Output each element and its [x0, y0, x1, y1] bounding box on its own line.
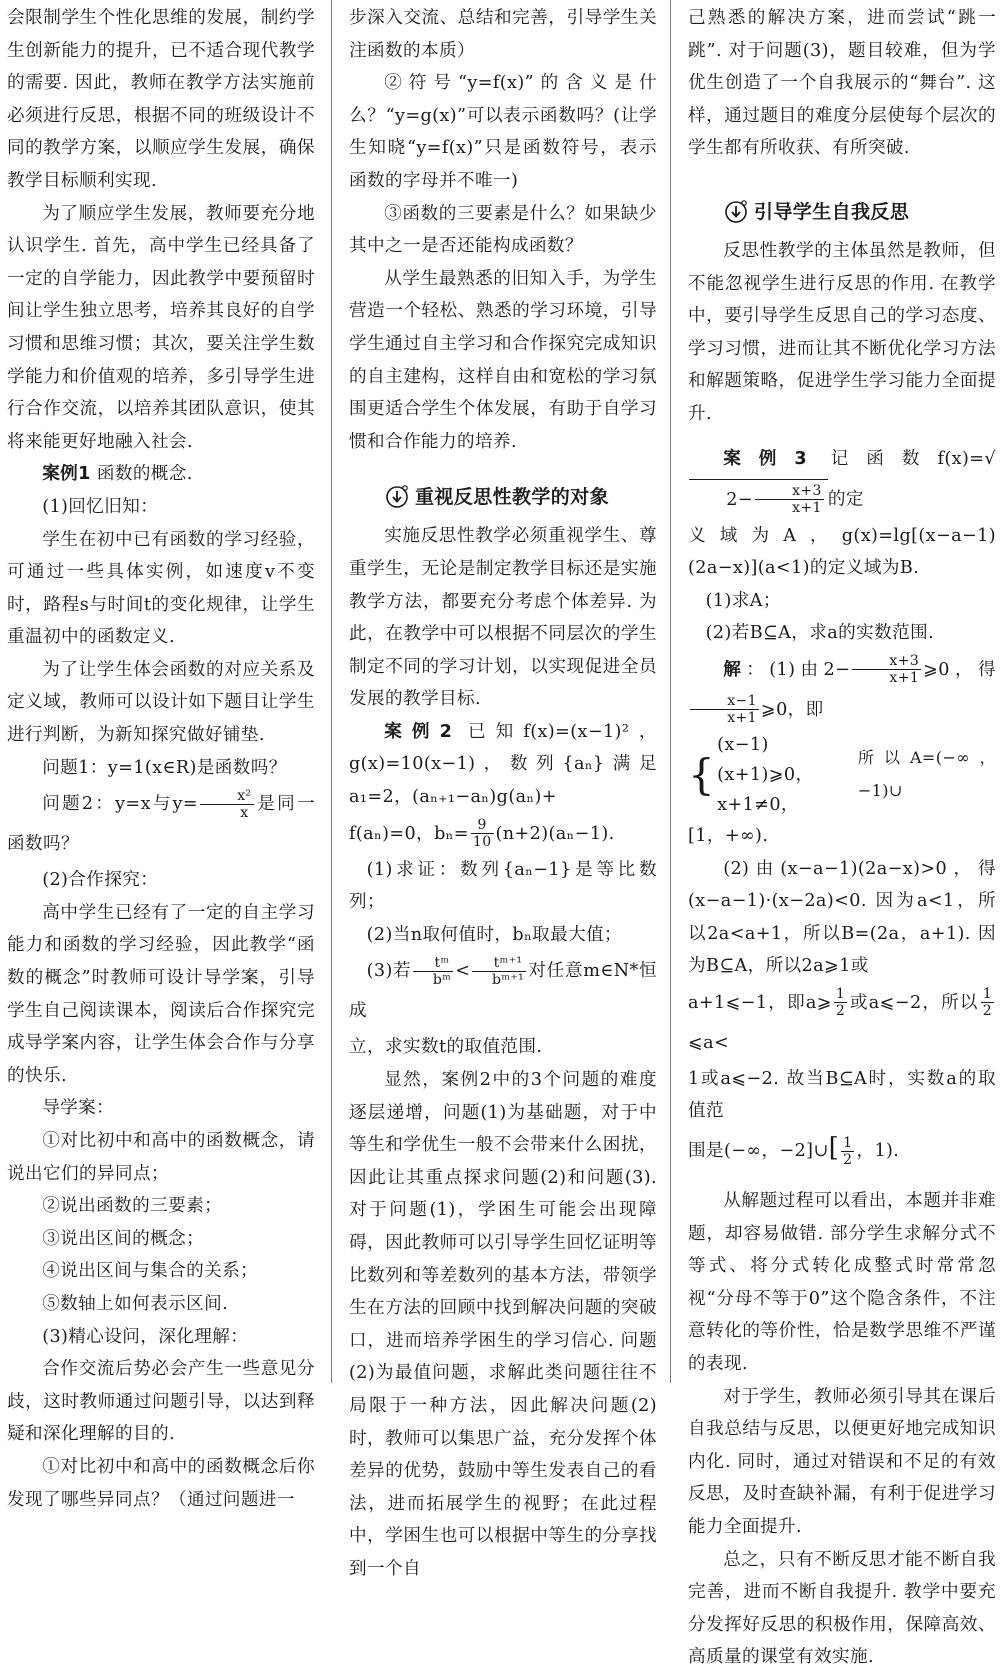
column-1	[7, 2, 315, 1516]
subheading: (2)合作探究：	[42, 870, 159, 891]
question-2	[7, 784, 315, 864]
case-2-formula	[349, 814, 657, 854]
numerator: x²	[200, 788, 254, 805]
fraction	[690, 693, 759, 726]
solution-label: 解	[723, 659, 747, 680]
denominator: x+1	[889, 670, 920, 687]
solution-line: [1，+∞).	[688, 825, 769, 846]
fraction	[413, 955, 453, 988]
case-label: 案例2	[384, 721, 453, 742]
denominator: bᵐ	[432, 971, 452, 988]
numerator: x+3	[755, 483, 824, 500]
down-arrow-circle-icon	[724, 200, 748, 224]
numerator: 1	[982, 986, 992, 1003]
numerator: x−1	[690, 693, 759, 710]
paragraph: 合作交流后势必会产生一些意见分歧，这时教师通过问题引导，以达到释疑和深化理解的目的.	[7, 1359, 315, 1445]
system-line: (x−1)(x+1)⩾0，	[717, 734, 814, 785]
question-1: 问题1：y=1(x∈R)是函数吗？	[42, 757, 287, 778]
case-3-text: 义域为A，g(x)=lg[(x−a−1)(2a−x)](a<1)的定义域为B.	[688, 525, 996, 579]
case-label: 案例1	[42, 464, 91, 485]
column-3	[688, 2, 996, 1674]
numerator: tᵐ⁺¹	[472, 955, 526, 972]
sqrt-body	[689, 479, 828, 520]
question	[349, 951, 657, 1031]
sqrt-text: 2−	[726, 489, 753, 510]
fraction	[471, 817, 494, 850]
fraction	[834, 986, 847, 1019]
subheading: (1)回忆旧知：	[42, 496, 159, 517]
denominator: x+1	[727, 710, 757, 727]
fraction	[755, 483, 824, 516]
column-divider	[670, 0, 671, 1383]
solution-line	[688, 1128, 996, 1171]
question-end: 立，求实数t的取值范围.	[349, 1037, 543, 1058]
paragraph: ③函数的三要素是什么？如果缺少其中之一是否还能构成函数？	[349, 203, 657, 257]
solution-line	[688, 650, 996, 730]
subheading: (3)精心设问，深化理解：	[42, 1326, 249, 1347]
paragraph: ①对比初中和高中的函数概念后你发现了哪些异同点？（通过问题进一	[7, 1456, 315, 1510]
question: (2)若B⊆A，求a的实数范围.	[705, 623, 935, 644]
question-text: (3)若	[366, 961, 412, 982]
left-brace: {	[688, 749, 716, 799]
case-text: 已知f(x)=(x−1)²，g(x)=10(x−1)，数列{aₙ}满足a₁=2，(aₙ₊₁−aₙ)g(aₙ)+	[349, 721, 657, 808]
fraction	[981, 986, 994, 1019]
denominator: 10	[472, 834, 492, 851]
solution-text: ：(1)由2−	[746, 659, 851, 680]
question: (2)当n取何值时，bₙ取最大值；	[366, 924, 623, 945]
list-item: ③说出区间的概念；	[42, 1228, 205, 1249]
solution-text: ⩾0，即	[760, 699, 824, 720]
paragraph: 从学生最熟悉的旧知入手，为学生营造一个轻松、熟悉的学习环境，引导学生通过自主学习和合作探究完成知识的自主建构，这样自由和宽松的学习氛围更适合学生个体发展，有助于自学习惯和合作能力的培养.	[349, 268, 657, 452]
question: (1)求证：数列{aₙ−1}是等比数列；	[349, 859, 657, 913]
bracket: [	[828, 1133, 840, 1164]
list-item: ①对比初中和高中的函数概念，请说出它们的异同点；	[7, 1131, 315, 1184]
section-heading	[385, 480, 657, 514]
numerator: 1	[843, 1134, 853, 1151]
solution-text: 或a⩽−2，所以	[849, 992, 979, 1013]
case-heading	[7, 458, 315, 491]
paragraph: 从解题过程可以看出，本题并非难题，却容易做错. 部分学生求解分式不等式、将分式转化成整式时常常忽视“分母不等于0”这个隐含条件，不注意转化的等价性，恰是数学思维不严谨的表现.	[688, 1191, 996, 1375]
column-divider	[331, 0, 332, 1383]
paragraph: 为了让学生体会函数的对应关系及定义域，教师可以设计如下题目让学生进行判断，为新知探究做好铺垫.	[7, 659, 315, 746]
solution-line	[688, 983, 996, 1063]
case-label: 案例3	[723, 448, 808, 469]
solution-text: ⩽a<	[688, 1032, 730, 1053]
case-text: 记函数f(x)=	[830, 448, 985, 469]
formula-text: f(aₙ)=0，bₙ=	[349, 823, 469, 844]
paragraph: 反思性教学的主体虽然是教师，但不能忽视学生进行反思的作用. 在教学中，要引导学生反思自己的学习态度、学习习惯，进而让其不断优化学习方法和解题策略，促进学生学习能力全面提升.	[688, 240, 996, 424]
system-lines	[717, 730, 850, 820]
section-title: 引导学生自我反思	[754, 200, 910, 223]
section-title: 重视反思性教学的对象	[415, 486, 610, 509]
question-text: 对任意m∈N*恒成	[349, 961, 657, 1022]
question: (1)求A；	[705, 590, 781, 611]
numerator: tᵐ	[413, 955, 453, 972]
denominator: 2	[843, 1151, 853, 1168]
paragraph: 学生在初中已有函数的学习经验，可通过一些具体实例，如速度v不变时，路程s与时间t的变化规律，让学生重温初中的函数定义.	[7, 529, 315, 648]
denominator: x	[240, 804, 249, 821]
denominator: 2	[835, 1003, 846, 1020]
solution-text: a+1⩽−1，即a⩾	[688, 992, 832, 1013]
fraction	[200, 788, 254, 821]
equation-system	[688, 730, 996, 820]
denominator: bᵐ⁺¹	[491, 971, 525, 988]
solution-text: 围是(−∞，−2]∪	[688, 1141, 829, 1162]
fraction	[472, 955, 526, 988]
paragraph: 显然，案例2中的3个问题的难度逐层递增，问题(1)为基础题，对于中等生和学优生一般不会带来什么困扰，因此让其重点探求问题(2)和问题(3). 对于问题(1)，学困生可能会出现障碍，因此教师可以引导学生回忆证明等比数列和等差数列的基本方法，带领学生在方法的回顾中找到解决问题的突破口，进而培养学困生的学习信心. 问题(2)为最值问题，求解此类问题往往不局限于一种方法，因此解决问题(2)时，教师可以集思广益，充分发挥个体差异的优势，鼓励中等生发表自己的看法，进而拓展学生的视野；在此过程中，学困生也可以根据中等生的分享找到一个自	[349, 1070, 657, 1579]
down-arrow-circle-icon	[385, 485, 409, 509]
paragraph: ②符号“y=f(x)”的含义是什么？“y=g(x)”可以表示函数吗？(让学生知晓“y=f(x)”只是函数符号，表示函数的字母并不唯一)	[349, 73, 657, 191]
solution-text: ，1).	[856, 1141, 900, 1162]
numerator: x+3	[852, 653, 921, 670]
list-item: ②说出函数的三要素；	[42, 1196, 223, 1217]
paragraph: 高中学生已经有了一定的自主学习能力和函数的学习经验，因此教学“函数的概念”时教师可设计导学案，引导学生自己阅读课本，阅读后合作探究完成导学案内容，让学生体会合作与分享的快乐.	[7, 902, 315, 1086]
question-text: 问题2：y=x与y=	[42, 794, 199, 815]
sqrt-sign: √	[984, 448, 996, 469]
system-line: x+1≠0，	[717, 794, 799, 815]
case-text: 的定	[827, 489, 864, 510]
paragraph: 己熟悉的解决方案，进而尝试“跳一跳”. 对于问题(3)，题目较难，但为学优生创造了一个自我展示的“舞台”. 这样，通过题目的难度分层使每个层次的学生都有所收获、有所突破.	[688, 8, 996, 159]
case-3-statement	[688, 439, 996, 520]
numerator: 9	[471, 817, 494, 834]
list-item: ⑤数轴上如何表示区间.	[42, 1293, 229, 1314]
fraction	[852, 653, 921, 686]
paragraph: 对于学生，教师必须引导其在课后自我总结与反思，以便更好地完成知识内化. 同时，通过对错误和不足的有效反思，及时查缺补漏，有利于促进学习能力全面提升.	[688, 1386, 996, 1537]
numerator: 1	[835, 986, 846, 1003]
paragraph: 步深入交流、总结和完善，引导学生关注函数的本质）	[349, 8, 657, 61]
list-item: ④说出区间与集合的关系；	[42, 1261, 259, 1282]
operator: <	[455, 961, 471, 982]
fraction	[841, 1135, 854, 1168]
case-title: 函数的概念.	[96, 464, 193, 485]
case-2-statement	[349, 716, 657, 814]
denominator: 2	[982, 1003, 992, 1020]
solution-text: 所以A=(−∞，−1)∪	[857, 748, 996, 800]
paragraph: 实施反思性教学必须重视学生、尊重学生，无论是制定教学目标还是实施教学方法，都要充分考虑个体差异. 为此，在教学中可以根据不同层次的学生制定不同的学习计划，以实现促进全员发展的教学目标.	[349, 526, 657, 710]
section-heading	[724, 195, 996, 229]
paragraph: 总之，只有不断反思才能不断自我完善，进而不断自我提升. 教学中要充分发挥好反思的积极作用，保障高效、高质量的课堂有效实施.	[688, 1549, 996, 1668]
solution-line: 1或a⩽−2. 故当B⊆A时，实数a的取值范	[688, 1068, 996, 1122]
question-text: 是同一函数吗？	[7, 794, 316, 855]
solution-text: ⩾0，得	[923, 659, 996, 680]
denominator: x+1	[792, 500, 822, 517]
guide-heading: 导学案：	[42, 1098, 115, 1119]
formula-text: (n+2)(aₙ−1).	[495, 823, 615, 844]
paragraph: 为了顺应学生发展，教师要充分地认识学生. 首先，高中学生已经具备了一定的自学能力，因此教学中要预留时间让学生独立思考，培养其良好的自学习惯和思维习惯；其次，要关注学生数学能力和价值观的培养，多引导学生进行合作交流，以培养其团队意识，使其将来能更好地融入社会.	[7, 203, 315, 452]
paragraph: 会限制学生个性化思维的发展，制约学生创新能力的提升，已不适合现代教学的需要. 因此，教师在教学方法实施前必须进行反思，根据不同的班级设计不同的教学方案，以顺应学生发展，确保教学目标顺利实现.	[7, 8, 315, 191]
solution-paragraph: (2)由(x−a−1)(2a−x)>0，得(x−a−1)·(x−2a)<0. 因为a<1，所以2a<a+1，所以B=(2a，a+1). 因为B⊆A，所以2a⩾1或	[688, 858, 996, 977]
column-2	[349, 2, 657, 1586]
